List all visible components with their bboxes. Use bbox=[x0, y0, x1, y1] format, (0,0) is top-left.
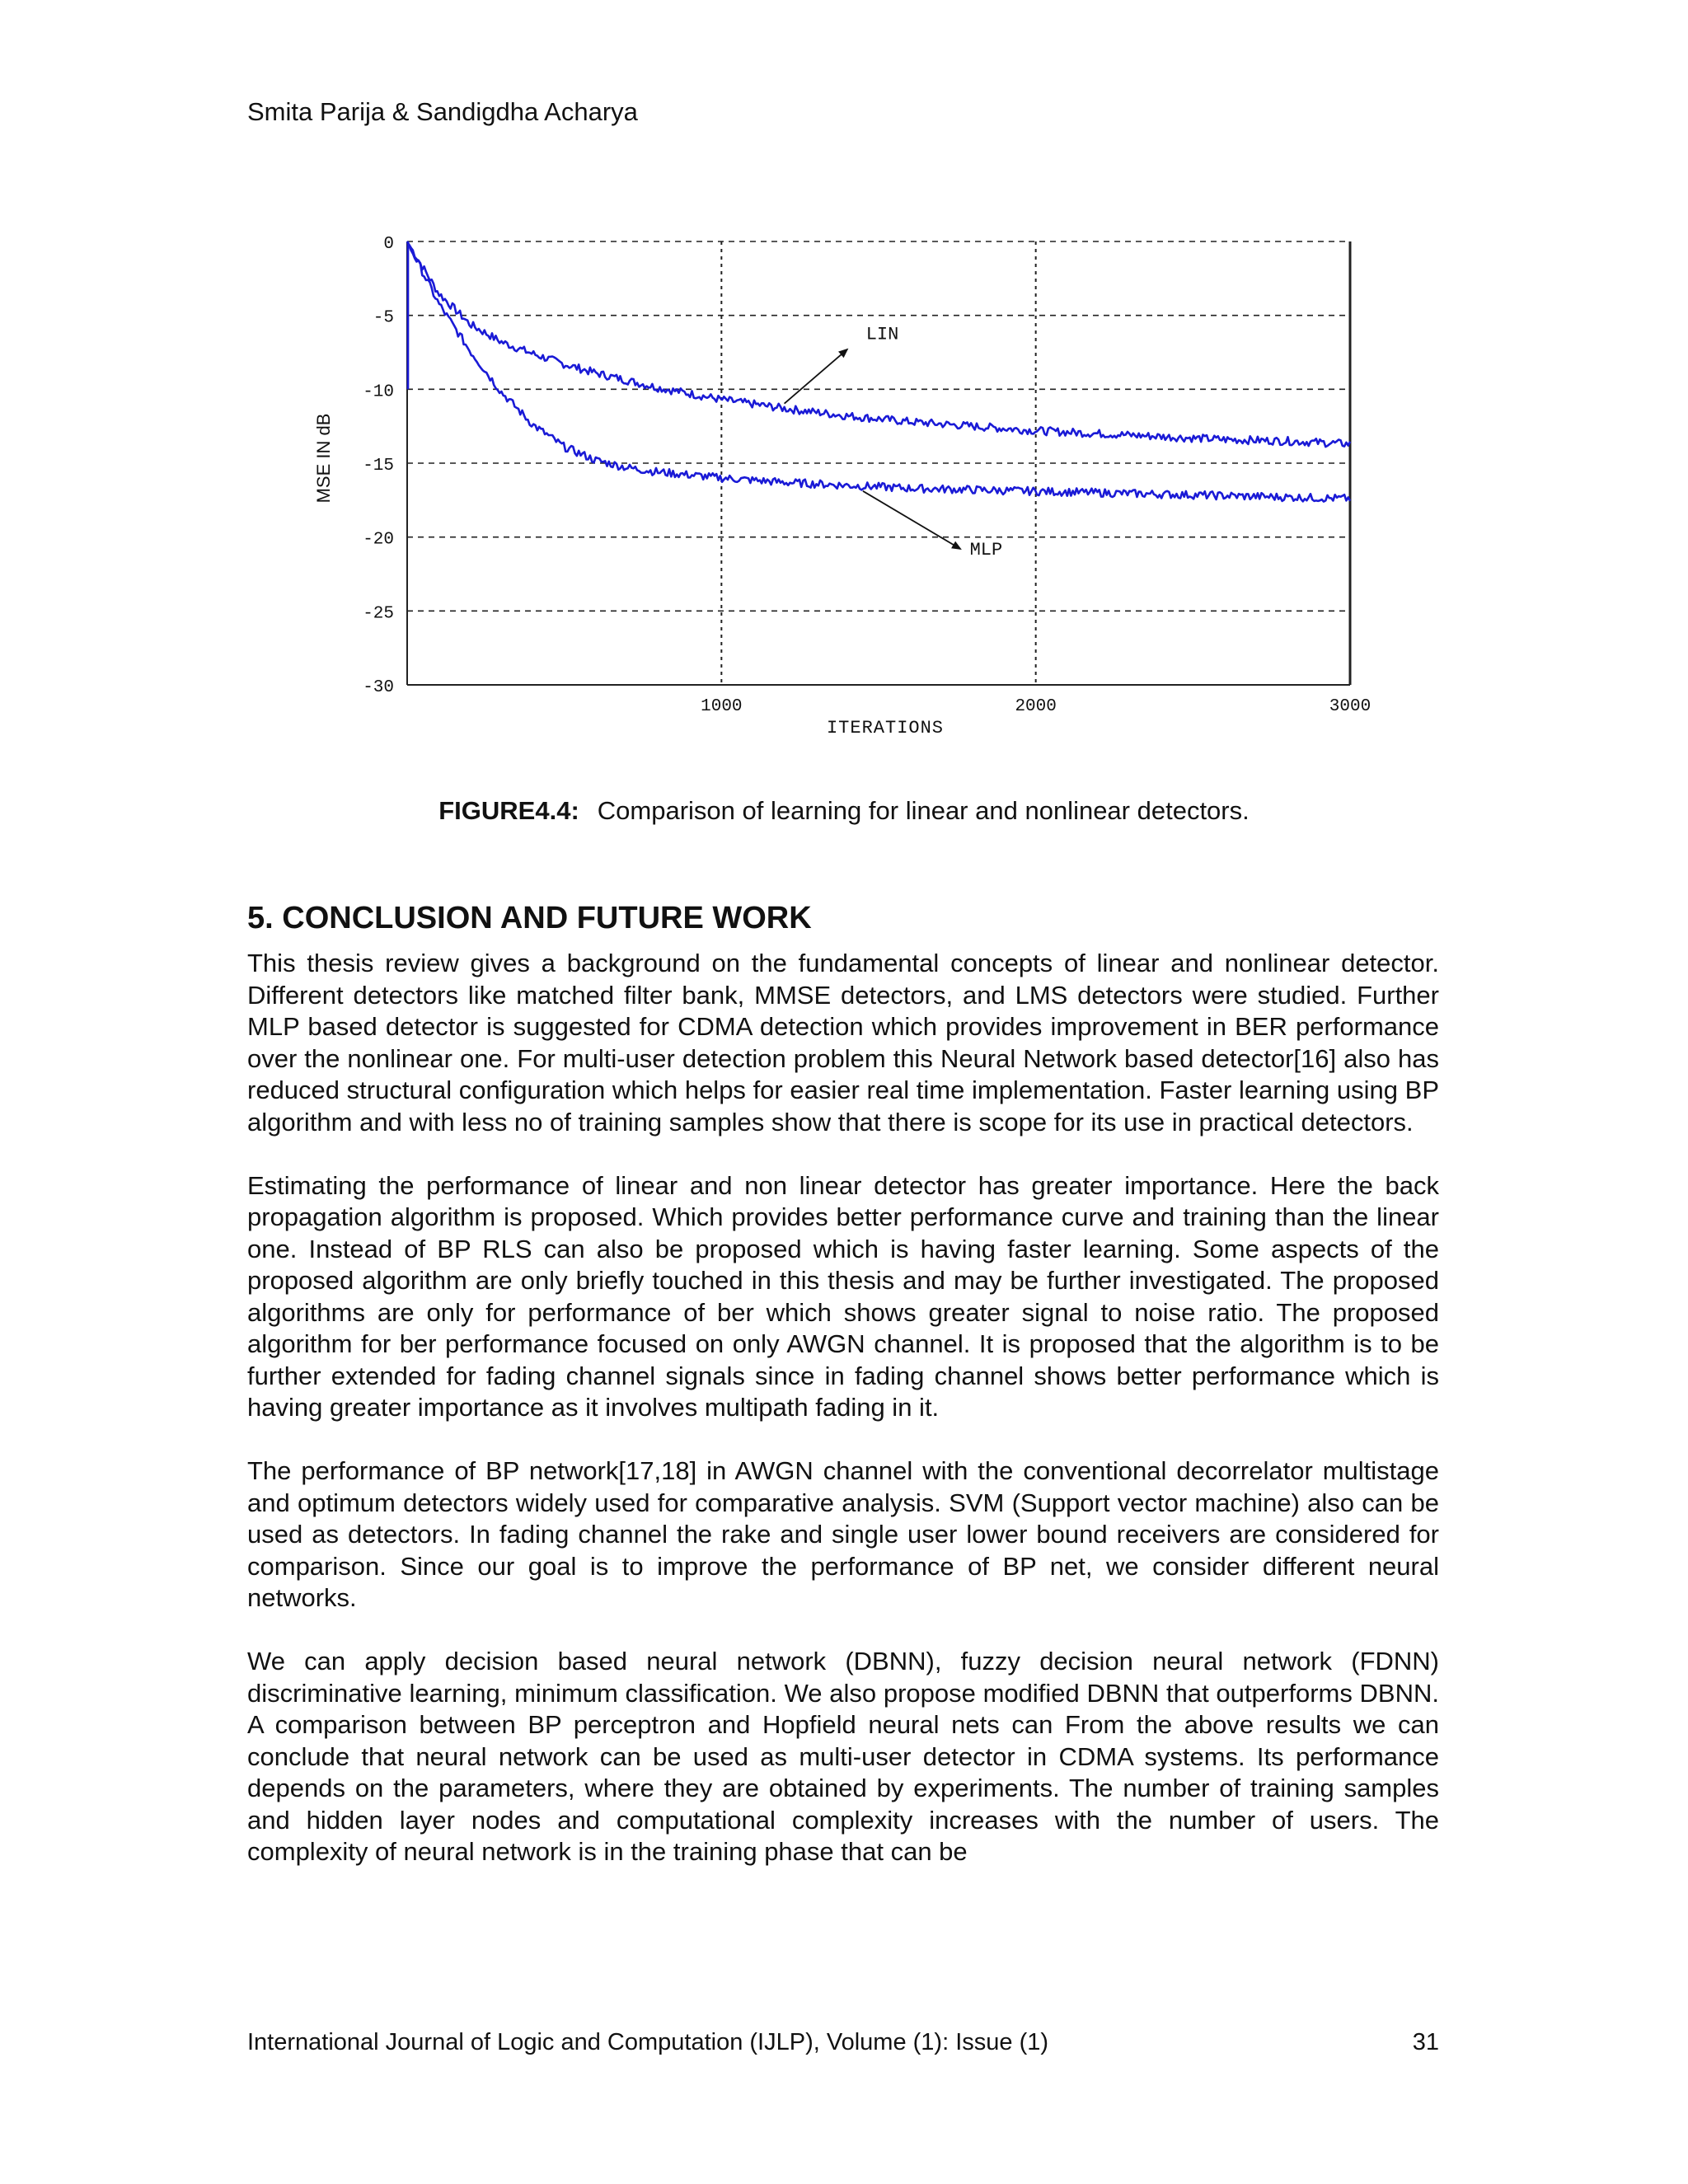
page-number: 31 bbox=[1412, 2029, 1439, 2055]
chart-canvas bbox=[305, 223, 1393, 750]
lin-label: LIN bbox=[865, 324, 899, 345]
x-axis-title: ITERATIONS bbox=[826, 718, 945, 738]
journal-citation: International Journal of Logic and Computation (IJLP), Volume (1): Issue (1) bbox=[247, 2029, 1049, 2055]
figure-chart bbox=[305, 223, 1393, 750]
y-tick-label: -10 bbox=[363, 382, 394, 402]
mlp-label: MLP bbox=[969, 540, 1003, 561]
x-tick-label: 2000 bbox=[1015, 697, 1057, 716]
x-tick-label: 3000 bbox=[1329, 697, 1372, 716]
x-tick-label: 1000 bbox=[701, 697, 743, 716]
y-tick-label: -30 bbox=[363, 678, 394, 697]
paragraph: The performance of BP network[17,18] in AWGN channel with the conventional decorrelator multistage and optimum detectors widely used for comparative analysis. SVM (Support vector machine) also can be used as detectors. In fading channel the rake and single user lower bound receivers are considered for comparison. Since our goal is to improve the performance of BP net, we consider different neural networks. bbox=[247, 1456, 1439, 1612]
y-axis-title: MSE IN dB bbox=[313, 413, 334, 504]
y-tick-label: 0 bbox=[383, 235, 394, 254]
running-head: Smita Parija & Sandigdha Acharya bbox=[247, 97, 638, 126]
section-heading: 5. CONCLUSION AND FUTURE WORK bbox=[247, 901, 812, 935]
y-tick-label: -20 bbox=[363, 530, 394, 550]
mlp-arrow bbox=[863, 491, 960, 549]
figure-caption bbox=[0, 796, 1688, 826]
paragraph: This thesis review gives a background on the fundamental concepts of linear and nonlinear detector. Different detectors like matched filter bank, MMSE detectors, and LMS detectors were studied. Further MLP based detector is suggested for CDMA detection which provides improvement in BER performance over the nonlinear one. For multi-user detection problem this Neural Network based detector[16] also has reduced structural configuration which helps for easier real time implementation. Faster learning using BP algorithm and with less no of training samples show that there is scope for its use in practical detectors. bbox=[247, 949, 1439, 1137]
y-tick-label: -15 bbox=[363, 457, 394, 476]
page-footer bbox=[247, 2029, 1439, 2056]
figure-caption-text: Comparison of learning for linear and nonlinear detectors. bbox=[597, 796, 1250, 825]
paragraph: We can apply decision based neural network (DBNN), fuzzy decision neural network (FDNN) discriminative learning, minimum classification. We also propose modified DBNN that outperforms DBNN. A comparison between BP perceptron and Hopfield neural nets can From the above results we can conclude that neural network can be used as multi-user detector in CDMA systems. Its performance depends on the parameters, where they are obtained by experiments. The number of training samples and hidden layer nodes and computational complexity increases with the number of users. The complexity of neural network is in the training phase that can be bbox=[247, 1647, 1439, 1866]
lin-arrow bbox=[785, 349, 847, 404]
paragraph: Estimating the performance of linear and non linear detector has greater importance. Here the back propagation algorithm is proposed. Which provides better performance curve and training than the linear one. Instead of BP RLS can also be proposed which is having faster learning. Some aspects of the proposed algorithm are only briefly touched in this thesis and may be further investigated. The proposed algorithms are only for performance of ber which shows greater signal to noise ratio. The proposed algorithm for ber performance focused on only AWGN channel. It is proposed that the algorithm is to be further extended for fading channel signals since in fading channel shows better performance which is having greater importance as it involves multipath fading in it. bbox=[247, 1170, 1439, 1422]
figure-label: FIGURE4.4: bbox=[438, 796, 579, 825]
section-body bbox=[247, 948, 1439, 1900]
y-tick-label: -5 bbox=[373, 308, 394, 328]
y-tick-label: -25 bbox=[363, 604, 394, 624]
